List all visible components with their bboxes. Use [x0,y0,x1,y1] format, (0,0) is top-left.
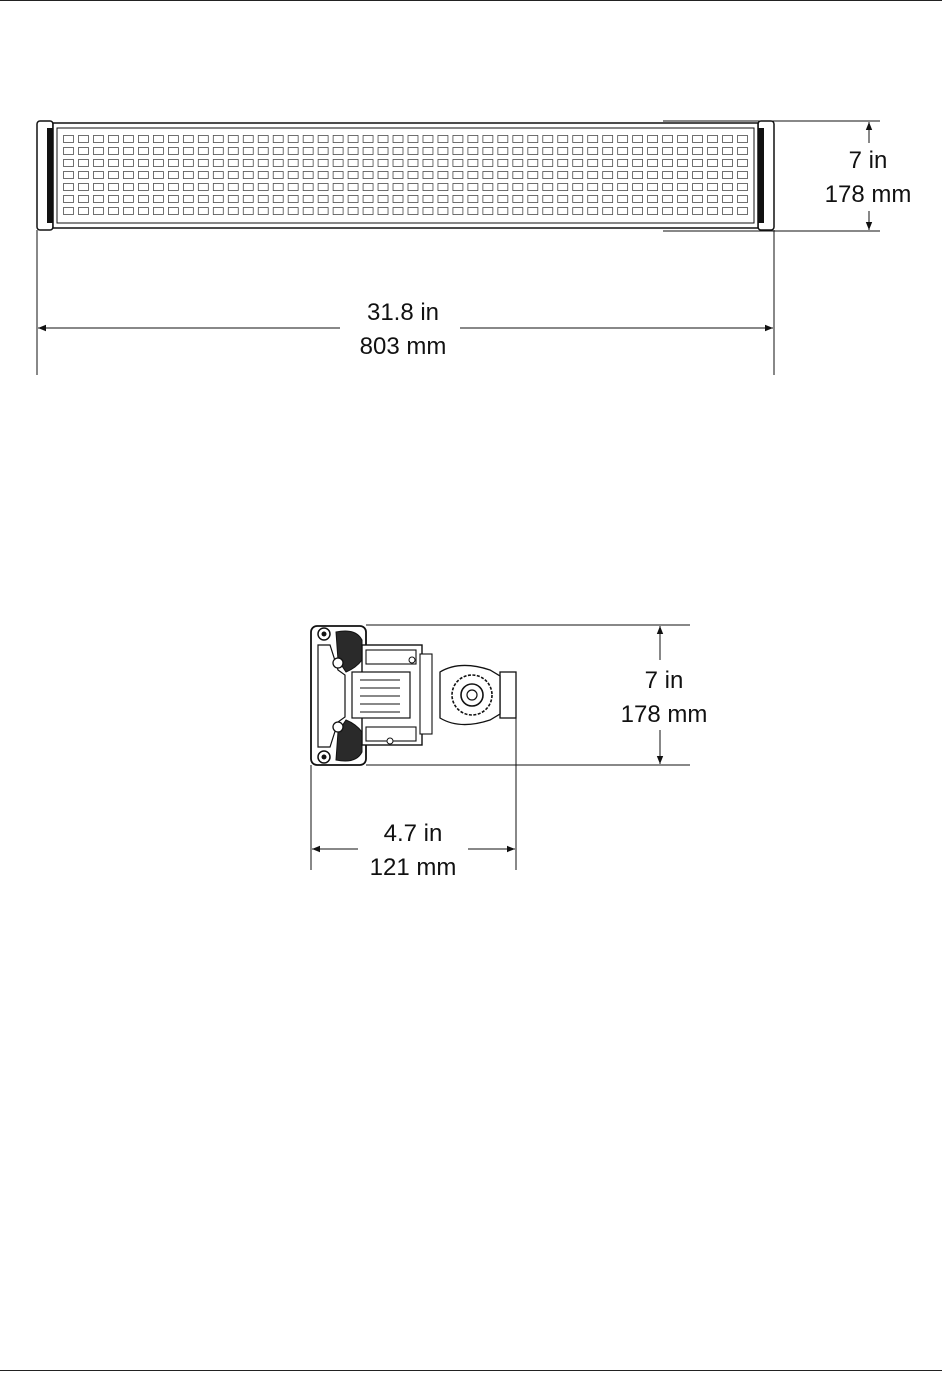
side-knob-center [467,690,477,700]
side-screw-bottom-inner [322,755,327,760]
side-bracket-tab [420,654,432,734]
side-bracket-pin-bottom [387,738,393,744]
front-height-mm-label: 178 mm [824,181,912,208]
side-bracket-pin-top [409,657,415,663]
front-view [37,121,911,375]
front-height-in-label: 7 in [848,147,888,174]
front-right-end-strip [758,128,764,223]
side-rear-block [500,672,516,718]
side-screw-top-inner [322,632,327,637]
front-width-in-label: 31.8 in [366,299,440,326]
side-screw-mid-bottom [333,722,343,732]
side-height-mm-label: 178 mm [620,701,708,728]
side-bracket-arm-top [366,650,416,664]
side-depth-in-label: 4.7 in [383,820,443,847]
side-depth-mm-label: 121 mm [369,854,457,881]
side-screw-mid-top [333,658,343,668]
front-width-mm-label: 803 mm [359,333,447,360]
side-height-in-label: 7 in [644,667,684,694]
front-left-end-strip [47,128,53,223]
side-bracket-inner [352,672,410,718]
side-view [311,625,707,881]
